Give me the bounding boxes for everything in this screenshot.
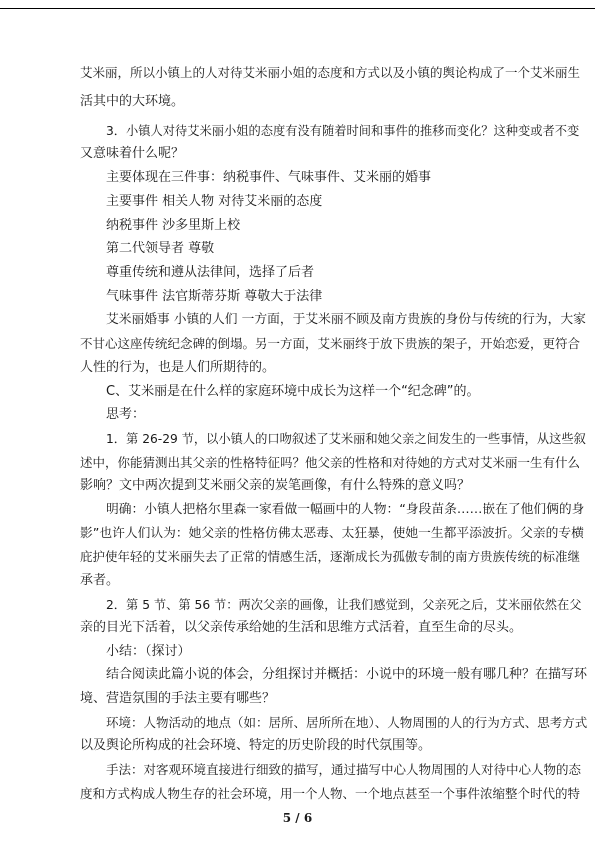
- text-line: 度和方式构成人物生存的社会环境，用一个人物、一个地点甚至一个事件浓缩整个时代的特: [80, 786, 581, 801]
- text-line: 第二代领导者 尊敬: [106, 241, 215, 256]
- text-line: 气味事件 法官斯蒂芬斯 尊敬大于法律: [106, 289, 323, 304]
- text-line: 结合阅读此篇小说的体会，分组探讨并概括：小说中的环境一般有哪几种？在描写环: [106, 667, 588, 682]
- text-line: 纳税事件 沙多里斯上校: [106, 218, 241, 233]
- text-line: 承者。: [80, 573, 120, 588]
- text-line: 亲的目光下活着，以父亲传承给她的生活和思维方式活着，直至生命的尽头。: [80, 620, 523, 635]
- text-line: 手法：对客观环境直接进行细致的描写，通过描写中心人物周围的人对待中心人物的态: [106, 762, 582, 777]
- text-line: 不甘心这座传统纪念碑的倒塌。另一方面，艾米丽终于放下贵族的架子，开始恋爱，更符合: [80, 336, 581, 351]
- page-number: 5 / 6: [282, 811, 313, 825]
- text-line: 主要体现在三件事：纳税事件、气味事件、艾米丽的婚事: [106, 170, 432, 185]
- text-line: 影响？文中两次提到艾米丽父亲的炭笔画像，有什么特殊的意义吗？: [80, 478, 471, 493]
- text-line: 明确：小镇人把格尔里森一家看做一幅画中的人物：“身段苗条……嵌在了他们俩的身: [106, 502, 585, 517]
- text-line: 活其中的大环境。: [80, 94, 185, 109]
- text-line: 小结：（探讨）: [106, 644, 191, 659]
- text-line: 环境：人物活动的地点（如：居所、居所所在地）、人物周围的人的行为方式、思考方式: [106, 715, 588, 730]
- text-line: 艾米丽婚事 小镇的人们 一方面，于艾米丽不顾及南方贵族的身份与传统的行为，大家: [106, 312, 586, 327]
- text-line: 思考：: [106, 407, 146, 422]
- text-line: 述中，你能猜测出其父亲的性格特征吗？他父亲的性格和对待她的方式对艾米丽一生有什么: [80, 455, 581, 470]
- text-line: 境、营造氛围的手法主要有哪些？: [80, 691, 276, 706]
- text-line: 2．第 5 节、第 56 节：两次父亲的画像，让我们感觉到，父亲死之后，艾米丽依然在父: [106, 598, 582, 612]
- text-line: 庇护使年轻的艾米丽失去了正常的情感生活，逐渐成长为孤傲专制的南方贵族传统的标准继: [80, 549, 581, 564]
- text-line: 影”也许人们认为：她父亲的性格仿佛太恶毒、太狂暴，使她一生都平添波折。父亲的专横: [80, 526, 584, 541]
- text-line: 人性的行为，也是人们所期待的。: [80, 360, 276, 375]
- text-line: 主要事件 相关人物 对待艾米丽的态度: [106, 194, 323, 209]
- text-line: 以及舆论所构成的社会环境、特定的历史阶段的时代氛围等。: [80, 738, 432, 753]
- text-line: C、艾米丽是在什么样的家庭环境中成长为这样一个“纪念碑”的。: [106, 384, 480, 399]
- header-rule: [0, 8, 595, 9]
- text-line: 尊重传统和遵从法律间，选择了后者: [106, 265, 315, 280]
- text-line: 又意味着什么呢？: [80, 146, 185, 161]
- text-line: 艾米丽，所以小镇上的人对待艾米丽小姐的态度和方式以及小镇的舆论构成了一个艾米丽生: [80, 65, 581, 80]
- text-line: 1．第 26-29 节，以小镇人的口吻叙述了艾米丽和她父亲之间发生的一些事情，从这些叙: [106, 432, 586, 446]
- text-line: 3．小镇人对待艾米丽小姐的态度有没有随着时间和事件的推移而变化？这种变或者不变: [106, 124, 580, 138]
